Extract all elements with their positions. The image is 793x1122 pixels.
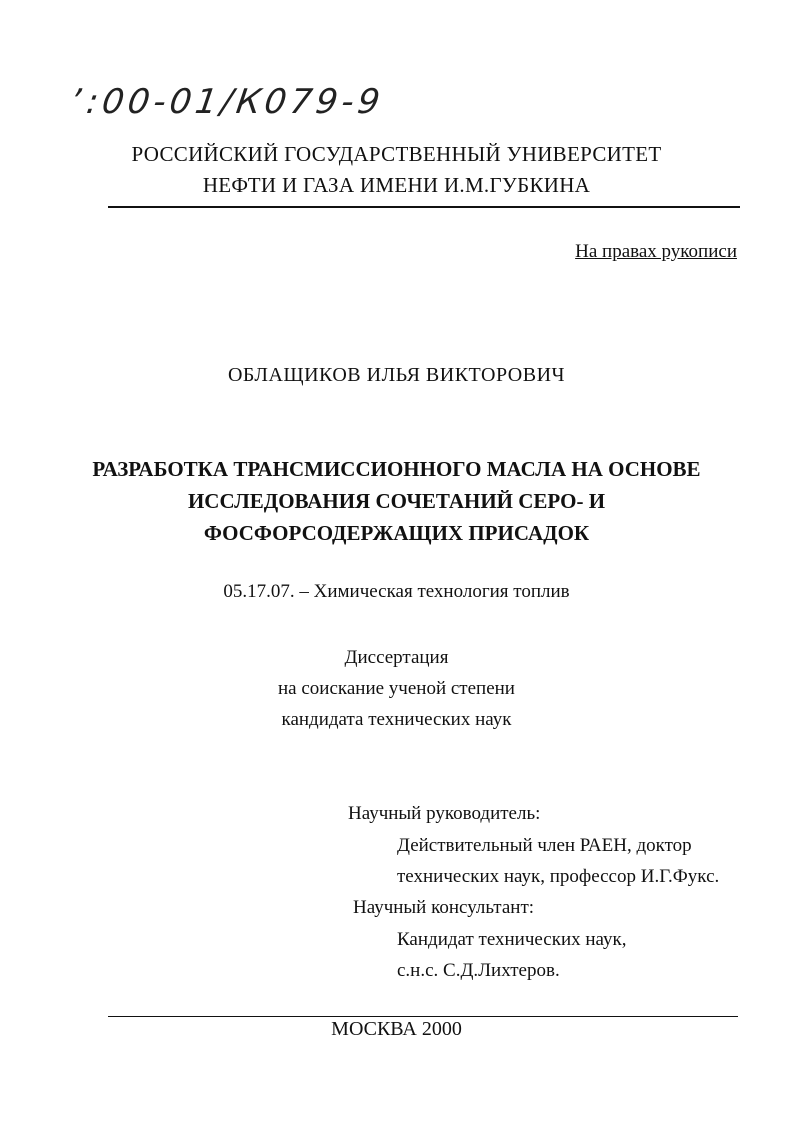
consultant-line1: Кандидат технических наук, <box>397 929 627 950</box>
consultant-line2: с.н.с. С.Д.Лихтеров. <box>397 960 560 981</box>
supervisor-label: Научный руководитель: <box>348 803 541 824</box>
thesis-title <box>0 453 793 549</box>
degree-block <box>0 642 793 735</box>
author-name: ОБЛАЩИКОВ ИЛЬЯ ВИКТОРОВИЧ <box>227 364 566 386</box>
header-divider <box>108 206 740 208</box>
city-year: МОСКВА 2000 <box>331 1018 462 1040</box>
footer-divider <box>108 1016 738 1017</box>
thesis-title-line3: ФОСФОРСОДЕРЖАЩИХ ПРИСАДОК <box>203 521 590 545</box>
supervisor-line2: технических наук, профессор И.Г.Фукс. <box>397 866 720 887</box>
university-name-line1: РОССИЙСКИЙ ГОСУДАРСТВЕННЫЙ УНИВЕРСИТЕТ <box>131 142 662 166</box>
degree-line1: Диссертация <box>344 647 449 668</box>
degree-line3: кандидата технических наук <box>281 709 512 730</box>
supervisor-line1: Действительный член РАЕН, доктор <box>397 835 692 856</box>
specialty-code: 05.17.07. – Химическая технология топлив <box>223 581 570 602</box>
rights-note: На правах рукописи <box>575 241 737 262</box>
university-name-line2: НЕФТИ И ГАЗА ИМЕНИ И.М.ГУБКИНА <box>202 173 591 197</box>
degree-line2: на соискание ученой степени <box>278 678 515 699</box>
consultant-label: Научный консультант: <box>353 897 535 918</box>
thesis-title-line2: ИССЛЕДОВАНИЯ СОЧЕТАНИЙ СЕРО- И <box>187 489 606 513</box>
handwritten-catalog-number: ʼ:00-01/К079-9 <box>69 82 387 122</box>
thesis-title-line1: РАЗРАБОТКА ТРАНСМИССИОННОГО МАСЛА НА ОСНОВЕ <box>92 457 701 481</box>
